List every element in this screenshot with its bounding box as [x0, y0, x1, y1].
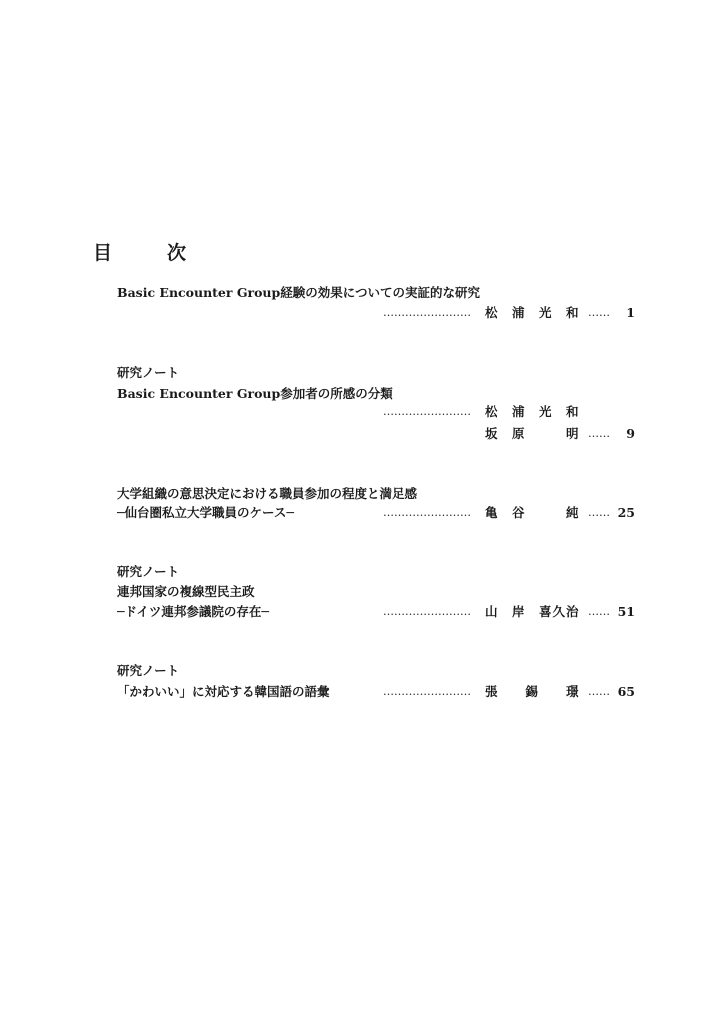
- toc-entry-4-subtitle-line[interactable]: [0, 602, 725, 622]
- entry-subtitle: ─ドイツ連邦参議院の存在─: [117, 604, 269, 619]
- leader-dots: ……………………: [383, 605, 471, 618]
- page-leader: ……: [588, 605, 610, 618]
- leader-dots: ……………………: [383, 685, 471, 698]
- toc-heading: 目 次: [93, 242, 205, 264]
- leader-dots: ……………………: [383, 405, 471, 418]
- entry-author: 張 錫 璟: [485, 684, 580, 699]
- entry-kind: 研究ノート: [117, 663, 180, 678]
- entry-author: 松 浦 光 和: [485, 404, 580, 419]
- entry-author: 山 岸 喜久治: [485, 604, 580, 619]
- entry-author: 松 浦 光 和: [485, 305, 580, 320]
- entry-kind: 研究ノート: [117, 365, 180, 380]
- entry-author: 亀 谷 純: [485, 505, 580, 520]
- toc-entry-1-title-line: [0, 283, 725, 303]
- entry-title: 連邦国家の複線型民主政: [117, 584, 255, 599]
- entry-kind: 研究ノート: [117, 564, 180, 579]
- page-leader: ……: [588, 685, 610, 698]
- toc-entry-5-kind-line: [0, 661, 725, 681]
- page-number: 51: [617, 604, 635, 619]
- toc-entry-1-author-line[interactable]: [0, 303, 725, 323]
- toc-entry-3-subtitle-line[interactable]: [0, 503, 725, 523]
- page-number: 1: [626, 305, 635, 320]
- toc-entry-2-author-line-1[interactable]: [0, 402, 725, 422]
- toc-entry-2-author-line-2[interactable]: [0, 424, 725, 444]
- toc-entry-4-title-line: [0, 582, 725, 602]
- entry-subtitle: ─仙台圏私立大学職員のケース─: [117, 505, 294, 520]
- leader-dots: ……………………: [383, 306, 471, 319]
- toc-entry-2-kind-line: [0, 363, 725, 383]
- page-leader: ……: [588, 427, 610, 440]
- entry-title: Basic Encounter Group経験の効果についての実証的な研究: [117, 285, 480, 300]
- leader-dots: ……………………: [383, 506, 471, 519]
- page-leader: ……: [588, 506, 610, 519]
- toc-entry-3-title-line: [0, 484, 725, 504]
- toc-entry-2-title-line: [0, 384, 725, 404]
- toc-entry-4-kind-line: [0, 562, 725, 582]
- page-leader: ……: [588, 306, 610, 319]
- page-number: 65: [617, 684, 635, 699]
- page-number: 9: [626, 426, 635, 441]
- entry-title: 「かわいい」に対応する韓国語の語彙: [117, 684, 330, 699]
- entry-author: 坂 原 明: [485, 426, 580, 441]
- entry-title: 大学組織の意思決定における職員参加の程度と満足感: [117, 486, 418, 501]
- page-number: 25: [617, 505, 635, 520]
- entry-title: Basic Encounter Group参加者の所感の分類: [117, 386, 393, 401]
- toc-entry-5-title-line[interactable]: [0, 682, 725, 702]
